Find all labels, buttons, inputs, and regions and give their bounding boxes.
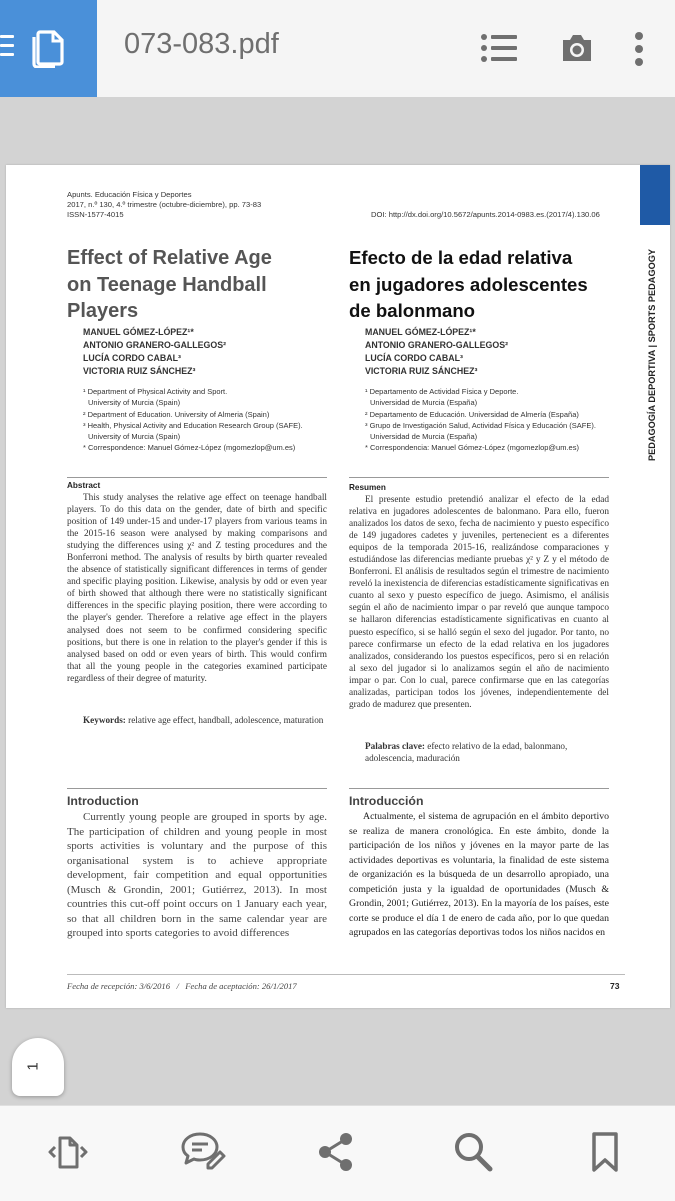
abstract-rule-en (67, 477, 327, 479)
page-indicator[interactable]: 1 (12, 1038, 64, 1096)
abstract-rule-es (349, 477, 609, 479)
page-code-icon[interactable] (46, 1130, 90, 1174)
intro-heading-en: Introduction (67, 794, 139, 808)
file-title: 073-083.pdf (124, 28, 279, 60)
abstract-heading-es: Resumen (349, 483, 386, 492)
document-menu-button[interactable] (0, 0, 97, 97)
page-number: 73 (610, 981, 620, 991)
comment-edit-icon[interactable] (180, 1130, 226, 1174)
pdf-page (6, 165, 670, 1008)
title-es: Efecto de la edad relativa en jugadores adolescentes de balonmano (349, 247, 588, 321)
abstract-heading-en: Abstract (67, 481, 101, 490)
authors-en: MANUEL GÓMEZ-LÓPEZ¹* ANTONIO GRANERO-GALLEGOS² LUCÍA CORDO CABAL³ VICTORIA RUIZ SÁNCHEZ³ (83, 327, 227, 376)
share-icon[interactable] (316, 1130, 356, 1174)
menu-icon (0, 35, 14, 61)
abstract-es: El presente estudio pretendió analizar el efecto de la edad relativa en jugadores adolescentes de balonmano. Para ello, fueron analizados los datos de sexo, fecha de nacimiento y puesto específico de 149 jugadores cadetes y juveniles, pertenecient es a diferentes equipos de la temporada 2015-16, realizándose comparaciones y estudiándose las diferencias mediante pruebas χ² y Z y el método de Bonferroni. El análisis de resultados según el trimestre de nacimiento reveló la inexistencia de diferencias estadísticamente significativas en cuanto al sexo y puesto específico de juego. Asimismo, el análisis según el año de nacimiento impar o par reveló que aunque tampoco se hallaron diferencias estadísticamente significativas en cuanto al puesto específico, si se halló según el sexo del jugador. Por tanto, no parece confirmarse un efecto de la edad relativa en los jugadores analizados, considerando los puestos específicos, pero si en relación al sexo del jugador si lo analizamos según el año de nacimiento impar o par. Con lo cual, parece confirmarse que en las categorías analizadas, participan todos los jóvenes, independientemente del grado de madurez que presenten. (349, 495, 609, 710)
intro-rule-es (349, 788, 609, 790)
intro-body-es: Actualmente, el sistema de agrupación en el ámbito deportivo se realiza de manera cronológica. En este ámbito, donde la participación de los niños y jóvenes en la mayor parte de las actividades deportivas es voluntaria, la finalidad de este sistema de organización es la búsqueda de un desarrollo apropiado, una competición justa y la igualdad de oportunidades (Musch & Grondin, 2001; Gutiérrez, 2013). En la mayoría de los países, este corte se produce el día 1 de enero de cada año, por lo que quedan agrupados en las categorías deportivas todos los niños nacidos en (349, 811, 609, 939)
doi-text: DOI: http://dx.doi.org/10.5672/apunts.2014-0983.es.(2017/4).130.06 (371, 210, 600, 219)
document-pages-icon (31, 28, 67, 68)
affiliations-es: ¹ Departamento de Actividad Física y Deporte. Universidad de Murcia (España) ² Departamento de Educación. Universidad de Almería (España) ³ Grupo de Investigación Salud, Actividad Física y Educación (SAFE). Universidad de Murcia (España) * Correspondencia: Manuel Gómez-López (mgomezlop@um.es) (365, 387, 596, 453)
bookmark-icon[interactable] (590, 1130, 620, 1174)
title-en: Effect of Relative Age on Teenage Handball Players (67, 247, 272, 322)
footer-rule (67, 974, 625, 976)
journal-info: Apunts. Educación Física y Deportes 2017, n.º 130, 4.º trimestre (octubre-diciembre), pp. 73-83 ISSN-1577-4015 (67, 190, 262, 219)
keywords-en: Keywords: relative age effect, handball, adolescence, maturation (83, 715, 324, 725)
camera-icon[interactable] (560, 33, 594, 63)
authors-es: MANUEL GÓMEZ-LÓPEZ¹* ANTONIO GRANERO-GALLEGOS² LUCÍA CORDO CABAL³ VICTORIA RUIZ SÁNCHEZ³ (365, 327, 509, 376)
top-toolbar (0, 0, 675, 97)
intro-rule-en (67, 788, 327, 790)
keywords-es: Palabras clave: efecto relativo de la edad, balonmano, adolescencia, maduración (365, 741, 568, 764)
section-color-tab (640, 165, 670, 225)
more-vert-icon[interactable] (633, 31, 645, 67)
intro-heading-es: Introducción (349, 794, 424, 808)
intro-body-en: Currently young people are grouped in sports by age. The participation of children and young people in most sports activities is voluntary and the purpose of this organisational system is to achieve appropriate development, fair competition and equal opportunities (Musch & Grondin, 2001; Gutiérrez, 2013). In most countries this cut-off point occurs on 1 January each year, so that all children born in the same calendar year are grouped into sports categories to avoid differences (67, 811, 327, 940)
search-icon[interactable] (452, 1130, 494, 1174)
footer-dates: Fecha de recepción: 3/6/2016 / Fecha de aceptación: 26/1/2017 (67, 981, 297, 991)
abstract-en: This study analyses the relative age effect on teenage handball players. To do this data on the gender, date of birth and specific position of 149 under-15 and under-17 players from various teams in the 2015-16 season were analysed by making comparisons and studying the differences using χ² and Z testing procedures and the Bonferroni method. The analysis of results by birth quarter revealed the absence of statistically significant differences in terms of gender and specific playing position. Likewise, analysis by odd or even year of birth showed that although there were no statistically significant differences in the specific playing position, there were according to the player's gender. Therefore a relative age effect in the players analysed does not seem to be confirmed considering specific positions, but there is one in relation to the player's gender if this is analysed based on odd or even years of birth. This would confirm that all the young people in the categories examined participate regardless of their degree of maturity. (67, 493, 327, 684)
section-label: PEDAGOGÍA DEPORTIVA | SPORTS PEDAGOGY (647, 248, 657, 462)
list-icon[interactable] (480, 30, 518, 66)
bottom-toolbar (0, 1105, 675, 1201)
affiliations-en: ¹ Department of Physical Activity and Sport. University of Murcia (Spain) ² Department of Education. University of Almeria (Spain) ³ Health, Physical Activity and Education Research Group (SAFE). University of Murcia (Spain) * Correspondence: Manuel Gómez-López (mgomezlop@um.es) (83, 387, 303, 453)
